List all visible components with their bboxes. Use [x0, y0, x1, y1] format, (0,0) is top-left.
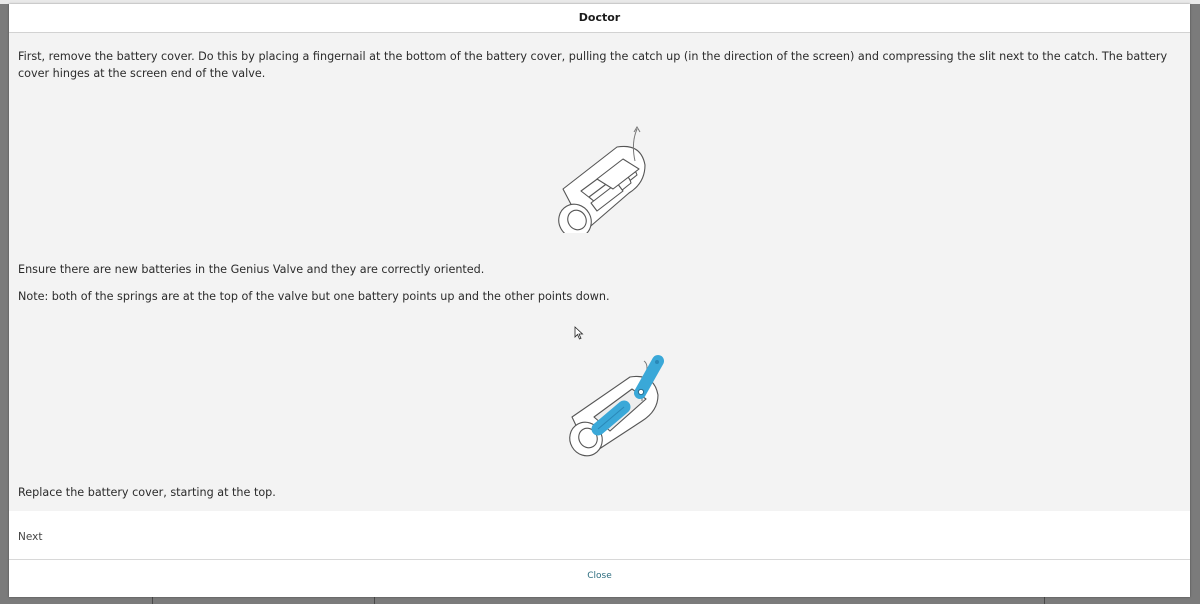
background-divider [152, 597, 153, 604]
background-divider [1044, 597, 1045, 604]
next-button[interactable]: Next [18, 531, 43, 543]
instruction-step-1: First, remove the battery cover. Do this by placing a fingernail at the bottom of the battery cover, pulling the catch up (in the direction of the screen) and compressing the slit next to the catch. The battery cover hinges at the screen end of the valve. [18, 50, 1168, 80]
mouse-cursor-icon [574, 326, 584, 340]
next-row [9, 511, 1190, 560]
close-button[interactable]: Close [587, 571, 612, 581]
instruction-step-3: Replace the battery cover, starting at the top. [18, 486, 276, 499]
instructions-panel [9, 33, 1190, 511]
valve-battery-insert-icon [554, 321, 664, 463]
valve-battery-cover-icon [545, 113, 649, 233]
background-divider [374, 597, 375, 604]
doctor-dialog [9, 4, 1190, 597]
instruction-note: Note: both of the springs are at the top of the valve but one battery points up and the other points down. [18, 290, 610, 303]
dialog-title: Doctor [9, 4, 1190, 33]
instruction-step-2: Ensure there are new batteries in the Genius Valve and they are correctly oriented. [18, 263, 485, 276]
